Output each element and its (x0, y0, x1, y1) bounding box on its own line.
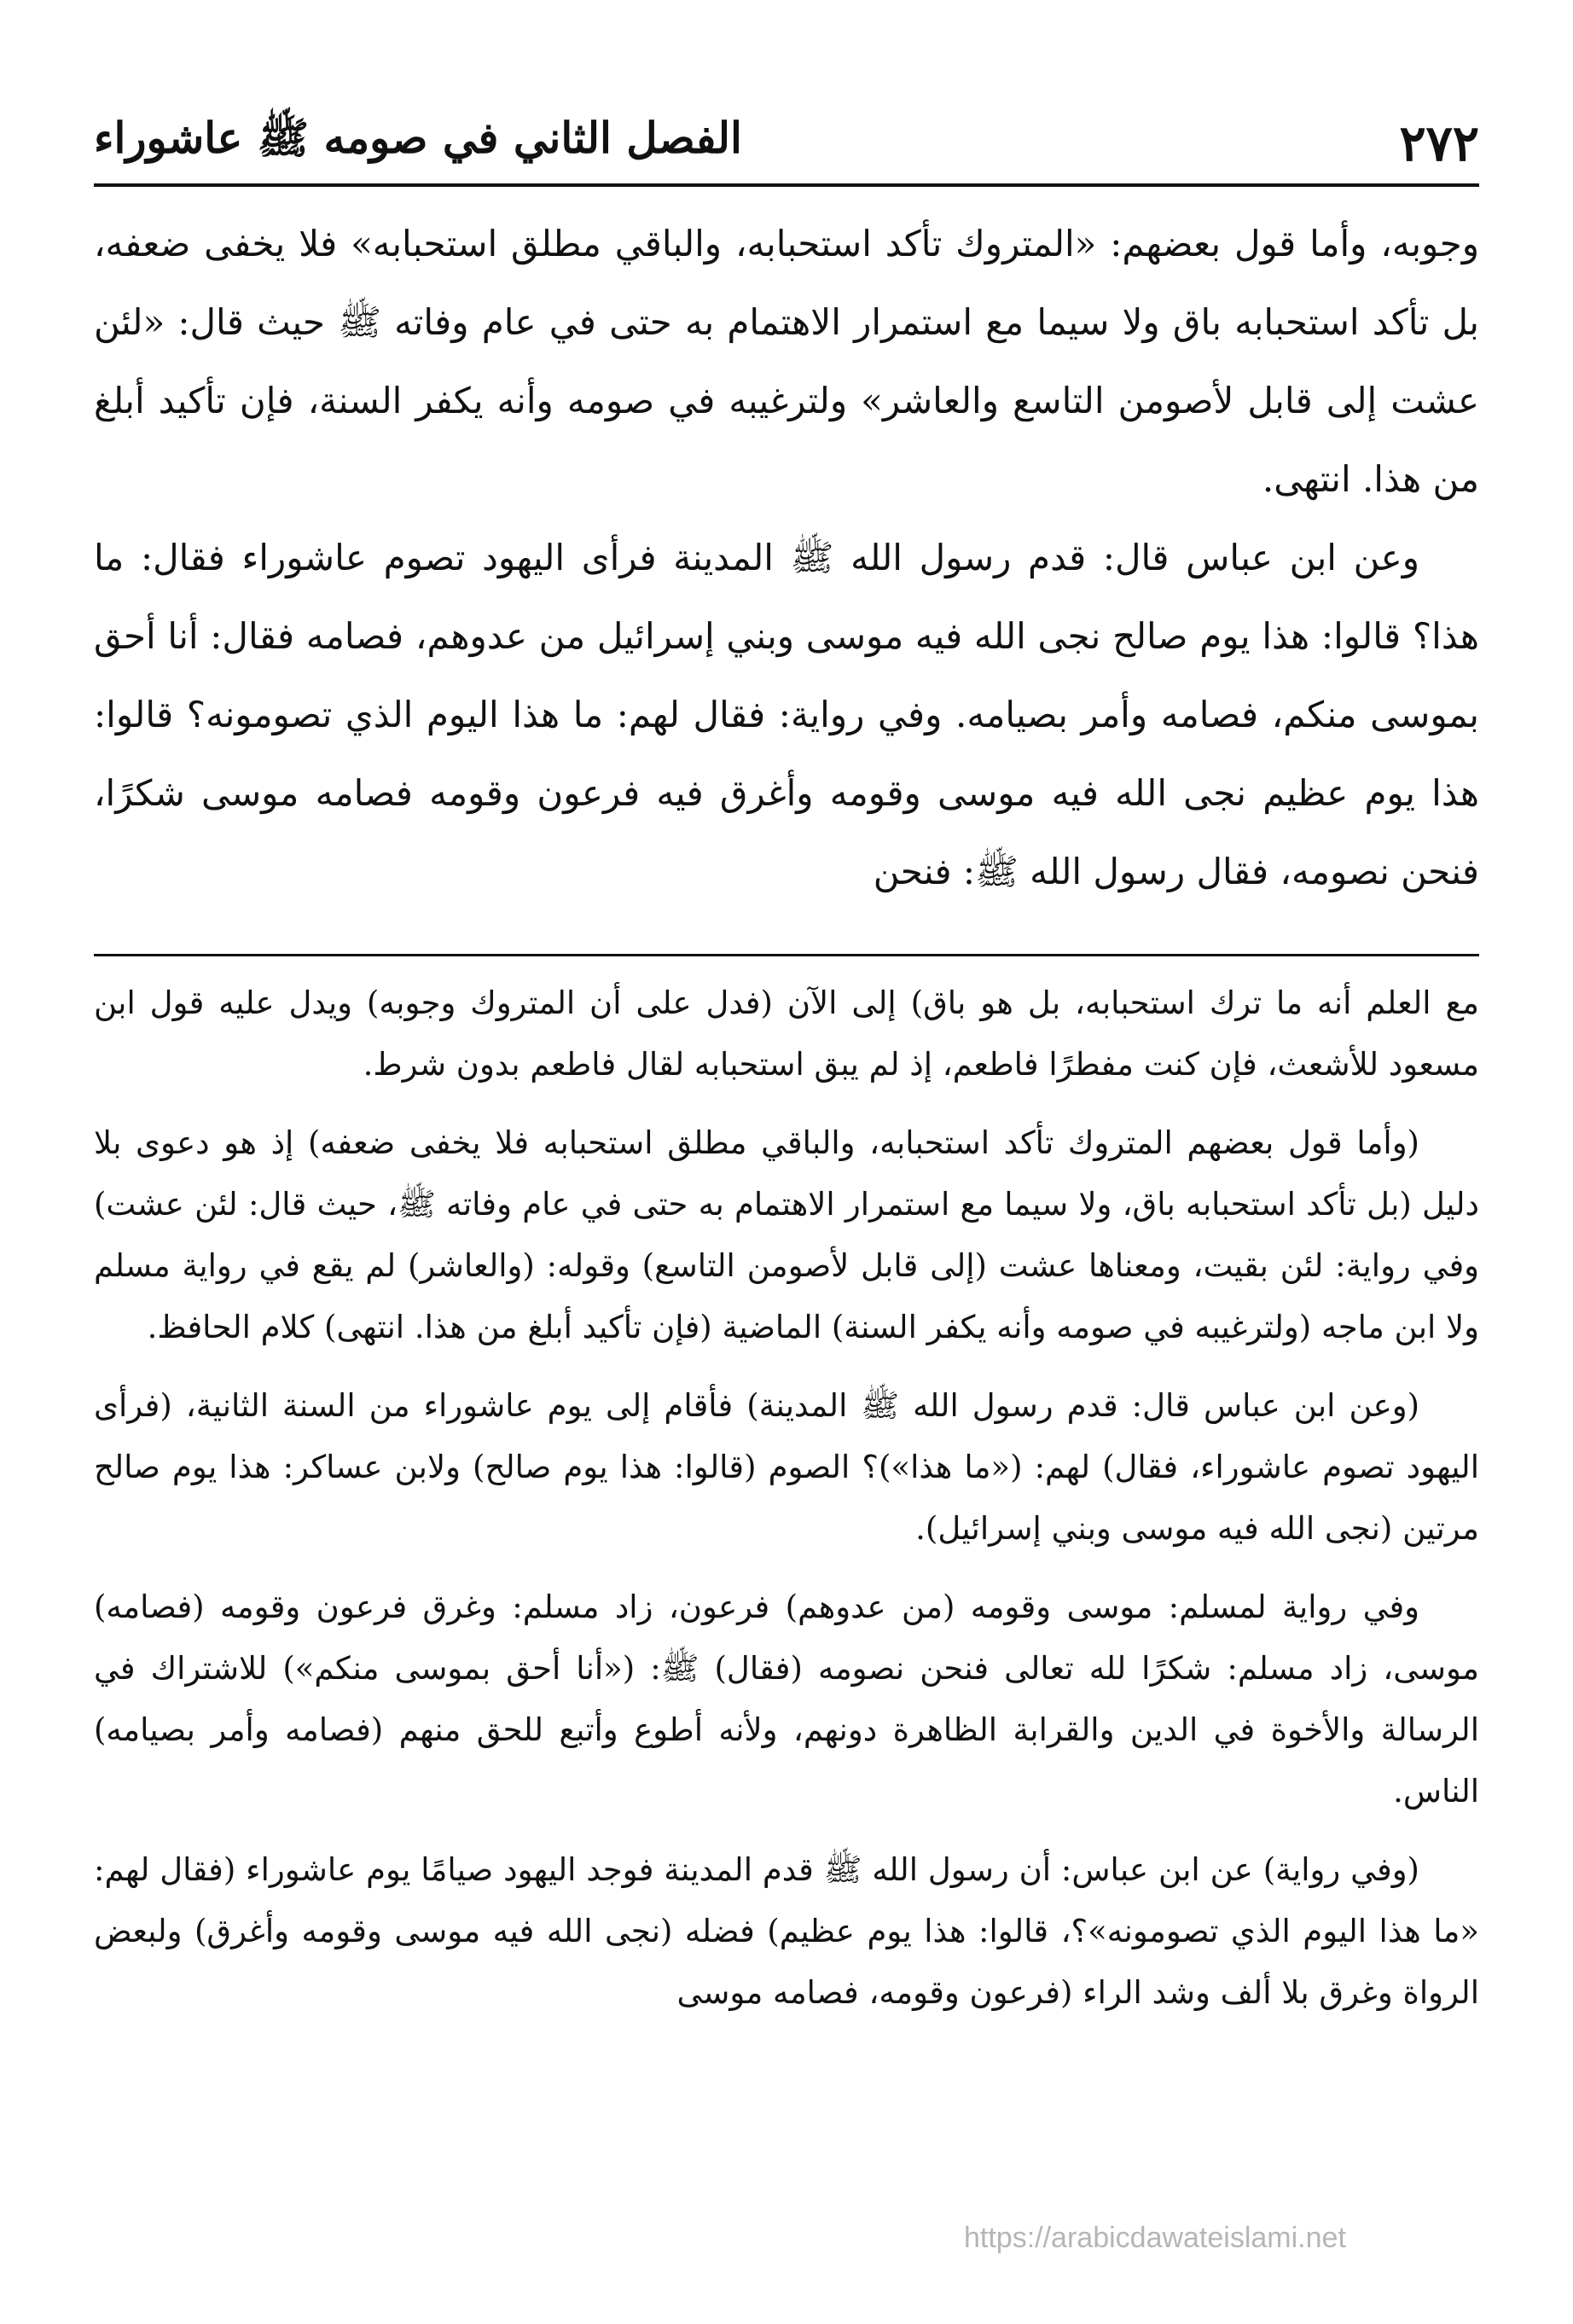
running-title: الفصل الثاني في صومه ﷺ عاشوراء (94, 112, 742, 163)
main-paragraph: وعن ابن عباس قال: قدم رسول الله ﷺ المدينة فرأى اليهود تصوم عاشوراء فقال: ما هذا؟ قالوا: هذا يوم صالح نجى الله فيه موسى وبني إسرائيل من عدوهم، فصامه فقال: أنا أحق بموسى منكم، فصامه وأمر بصيامه. وفي رواية: فقال لهم: ما هذا اليوم الذي تصومونه؟ قالوا: هذا يوم عظيم نجى الله فيه موسى وقومه وأغرق فيه فرعون وقومه فصامه موسى شكرًا، فنحن نصومه، فقال رسول الله ﷺ: فنحن (94, 537, 1479, 892)
main-text (94, 205, 1479, 911)
footnote-paragraph: (وأما قول بعضهم المتروك تأكد استحبابه، والباقي مطلق استحبابه فلا يخفى ضعفه) إذ هو دعوى بلا دليل (بل تأكد استحبابه باق، ولا سيما مع استمرار الاهتمام به حتى في عام وفاته ﷺ، حيث قال: لئن عشت) وفي رواية: لئن بقيت، ومعناها عشت (إلى قابل لأصومن التاسع) وقوله: (والعاشر) لم يقع في رواية مسلم ولا ابن ماجه (ولترغيبه في صومه وأنه يكفر السنة) الماضية (فإن تأكيد أبلغ من هذا. انتهى) كلام الحافظ. (94, 1124, 1479, 1345)
footnote-paragraph: (وعن ابن عباس قال: قدم رسول الله ﷺ المدينة) فأقام إلى يوم عاشوراء من السنة الثانية، (فرأى اليهود تصوم عاشوراء، فقال) لهم: («ما هذا»)؟ الصوم (قالوا: هذا يوم صالح) ولابن عساكر: هذا يوم صالح مرتين (نجى الله فيه موسى وبني إسرائيل). (94, 1387, 1479, 1547)
footnote-paragraph: وفي رواية لمسلم: موسى وقومه (من عدوهم) فرعون، زاد مسلم: وغرق فرعون وقومه (فصامه) موسى، زاد مسلم: شكرًا لله تعالى فنحن نصومه (فقال) ﷺ: («أنا أحق بموسى منكم») للاشتراك في الرسالة والأخوة في الدين والقرابة الظاهرة دونهم، ولأنه أطوع وأتبع للحق منهم (فصامه وأمر بصيامه) الناس. (94, 1589, 1479, 1810)
footnotes-section (94, 973, 1479, 2041)
watermark-url: https://arabicdawateislami.net (964, 2222, 1346, 2254)
page-header (94, 102, 1479, 187)
page-number: ٢٧٢ (1399, 113, 1479, 172)
footnote-divider (94, 954, 1479, 956)
main-paragraph: وجوبه، وأما قول بعضهم: «المتروك تأكد استحبابه، والباقي مطلق استحبابه» فلا يخفى ضعفه، بل تأكد استحبابه باق ولا سيما مع استمرار الاهتمام به حتى في عام وفاته ﷺ حيث قال: «لئن عشت إلى قابل لأصومن التاسع والعاشر» ولترغيبه في صومه وأنه يكفر السنة، فإن تأكيد أبلغ من هذا. انتهى. (94, 223, 1479, 500)
footnote-paragraph: (وفي رواية) عن ابن عباس: أن رسول الله ﷺ قدم المدينة فوجد اليهود صيامًا يوم عاشوراء (فقال لهم: «ما هذا اليوم الذي تصومونه»؟، قالوا: هذا يوم عظيم) فضله (نجى الله فيه موسى وقومه وأغرق) ولبعض الرواة وغرق بلا ألف وشد الراء (فرعون وقومه، فصامه موسى (94, 1851, 1479, 2011)
footnote-paragraph: مع العلم أنه ما ترك استحبابه، بل هو باق) إلى الآن (فدل على أن المتروك وجوبه) ويدل عليه قول ابن مسعود للأشعث، فإن كنت مفطرًا فاطعم، إذ لم يبق استحبابه لقال فاطعم بدون شرط. (94, 985, 1479, 1083)
